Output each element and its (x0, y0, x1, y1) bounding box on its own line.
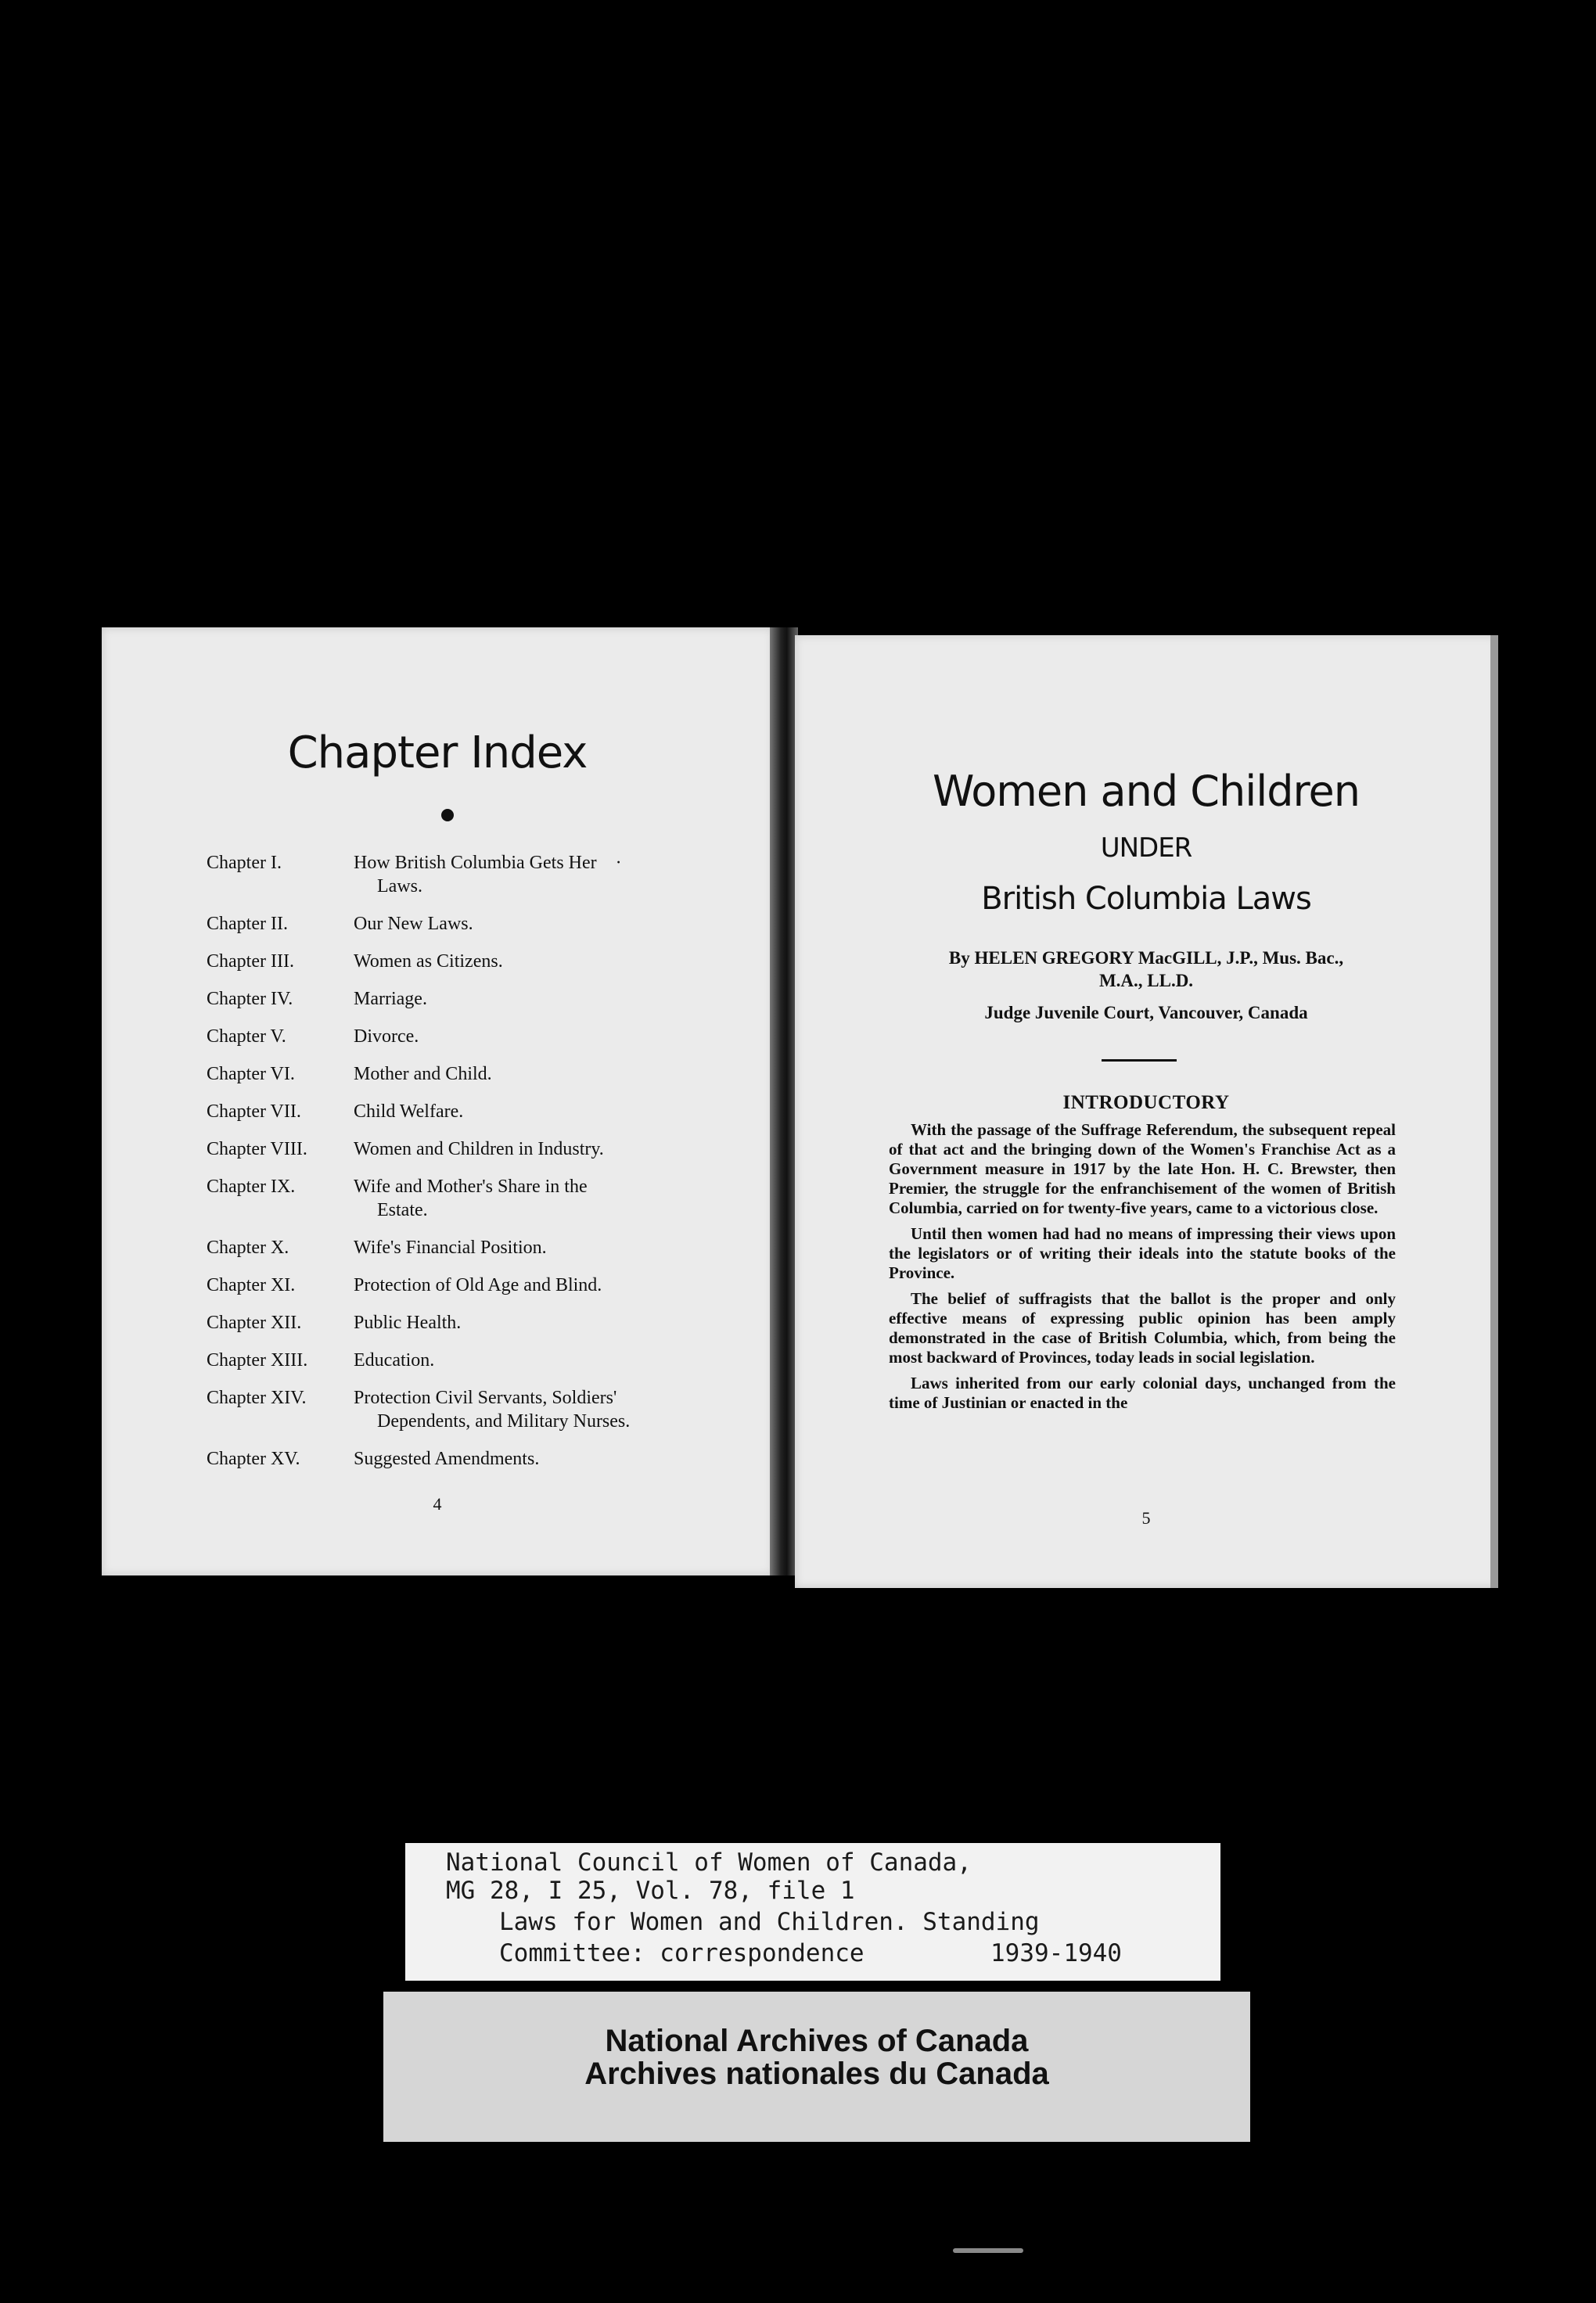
chapter-row (207, 1175, 739, 1222)
chapter-row (207, 1062, 739, 1086)
scan-mark (953, 2248, 1023, 2253)
chapter-title (354, 987, 739, 1011)
label-line-3: Laws for Women and Children. Standing (499, 1908, 1040, 1936)
paragraph: With the passage of the Suffrage Referendum, the subsequent repeal of that act and the bringing down of the Women's Franchise Act as a Government measure in 1917 by the late Hon. H. C. Brewster, then Premier, the struggle for the enfranchisement of the women of British Columbia, carried on for twenty-five years, came to a victorious close. (889, 1120, 1396, 1217)
chapter-number: Chapter VI. (207, 1064, 295, 1084)
chapter-title-text: Wife's Financial Position. (354, 1238, 547, 1258)
introductory-text (889, 1120, 1396, 1419)
chapter-row (207, 1100, 739, 1123)
chapter-title-text: Child Welfare. (354, 1101, 464, 1122)
chapter-title (354, 1100, 739, 1123)
chapter-title (354, 1175, 739, 1222)
chapter-title (354, 950, 739, 973)
chapter-title (354, 1236, 739, 1259)
page-edge (1490, 635, 1498, 1588)
chapter-title-text: Education. (354, 1350, 435, 1371)
archives-name-english: National Archives of Canada (605, 2024, 1029, 2058)
chapter-title-text: How British Columbia Gets Her (354, 853, 597, 873)
chapter-number: Chapter XIV. (207, 1388, 307, 1408)
label-line-1: National Council of Women of Canada, (446, 1849, 972, 1877)
chapter-number: Chapter XI. (207, 1275, 296, 1295)
chapter-title (354, 1311, 739, 1335)
chapter-title-continued: Laws. (377, 876, 422, 896)
left-page-chapter-index (102, 627, 773, 1575)
chapter-title (354, 1349, 739, 1372)
chapter-title (354, 851, 739, 898)
chapter-row (207, 1236, 739, 1259)
chapter-title-text: Marriage. (354, 989, 427, 1009)
author-position: Judge Juvenile Court, Vancouver, Canada (984, 1003, 1308, 1022)
chapter-number: Chapter IV. (207, 989, 293, 1009)
chapter-title-text: Protection Civil Servants, Soldiers' (354, 1388, 617, 1408)
chapter-number: Chapter XII. (207, 1313, 302, 1333)
chapter-number: Chapter III. (207, 951, 294, 972)
introductory-heading: INTRODUCTORY (1062, 1092, 1230, 1113)
chapter-title-text: Our New Laws. (354, 914, 473, 934)
chapter-number: Chapter V. (207, 1026, 286, 1047)
chapter-row (207, 912, 739, 936)
chapter-title (354, 1447, 739, 1471)
paragraph: The belief of suffragists that the ballot is the proper and only effective means of expressing public opinion has been amply demonstrated in the case of British Columbia, which, from being the most backward of Provinces, today leads in social legislation. (889, 1289, 1396, 1367)
stray-mark: · (615, 853, 622, 873)
chapter-number: Chapter X. (207, 1238, 289, 1258)
chapter-row (207, 950, 739, 973)
chapter-title (354, 1025, 739, 1048)
book-title: Women and Children (933, 767, 1360, 816)
chapter-title (354, 1137, 739, 1161)
chapter-number: Chapter XV. (207, 1449, 300, 1469)
archive-file-label (405, 1843, 1220, 1981)
chapter-number: Chapter XIII. (207, 1350, 308, 1371)
chapter-title-text: Divorce. (354, 1026, 419, 1047)
chapter-row (207, 1025, 739, 1048)
chapter-title-text: Protection of Old Age and Blind. (354, 1275, 602, 1295)
chapter-index-title: Chapter Index (287, 728, 588, 778)
chapter-row (207, 1349, 739, 1372)
divider (1102, 1059, 1177, 1062)
chapter-title (354, 1062, 739, 1086)
chapter-title-continued: Estate. (377, 1200, 428, 1220)
chapter-title-continued: Dependents, and Military Nurses. (377, 1411, 631, 1432)
paragraph: Laws inherited from our early colonial days, unchanged from the time of Justinian or enacted in the (889, 1374, 1396, 1412)
chapter-number: Chapter I. (207, 853, 282, 873)
chapter-title (354, 912, 739, 936)
archives-stamp (383, 1992, 1250, 2142)
label-line-2: MG 28, I 25, Vol. 78, file 1 (446, 1877, 855, 1905)
byline-line-1: By HELEN GREGORY MacGILL, J.P., Mus. Bac., (948, 948, 1344, 968)
chapter-row (207, 1447, 739, 1471)
archives-name-french: Archives nationales du Canada (584, 2057, 1049, 2091)
title-under: UNDER (1100, 832, 1192, 864)
right-page-title-page (795, 635, 1497, 1588)
label-line-4: Committee: correspondence (499, 1939, 864, 1967)
chapter-title-text: Wife and Mother's Share in the (354, 1177, 588, 1197)
label-years: 1939-1940 (990, 1939, 1122, 1967)
chapter-row (207, 851, 739, 898)
bullet-ornament-icon (441, 809, 454, 821)
book-subtitle: British Columbia Laws (981, 881, 1311, 917)
chapter-title-text: Suggested Amendments. (354, 1449, 540, 1469)
chapter-title-text: Mother and Child. (354, 1064, 492, 1084)
author-byline (795, 947, 1497, 992)
left-page-number: 4 (433, 1494, 442, 1514)
byline-line-2: M.A., LL.D. (1098, 971, 1194, 990)
chapter-title-text: Women and Children in Industry. (354, 1139, 604, 1159)
chapter-row (207, 987, 739, 1011)
chapter-number: Chapter II. (207, 914, 288, 934)
chapter-title (354, 1274, 739, 1297)
chapter-row (207, 1311, 739, 1335)
chapter-row (207, 1137, 739, 1161)
book-gutter (770, 627, 798, 1575)
chapter-list (207, 851, 754, 1493)
chapter-number: Chapter IX. (207, 1177, 296, 1197)
chapter-row (207, 1386, 739, 1433)
chapter-number: Chapter VIII. (207, 1139, 307, 1159)
right-page-number: 5 (1141, 1508, 1151, 1528)
chapter-title (354, 1386, 739, 1433)
chapter-row (207, 1274, 739, 1297)
chapter-title-text: Public Health. (354, 1313, 462, 1333)
chapter-number: Chapter VII. (207, 1101, 301, 1122)
paragraph: Until then women had had no means of impressing their views upon the legislators or of writing their ideals into the statute books of the Province. (889, 1224, 1396, 1282)
chapter-title-text: Women as Citizens. (354, 951, 503, 972)
